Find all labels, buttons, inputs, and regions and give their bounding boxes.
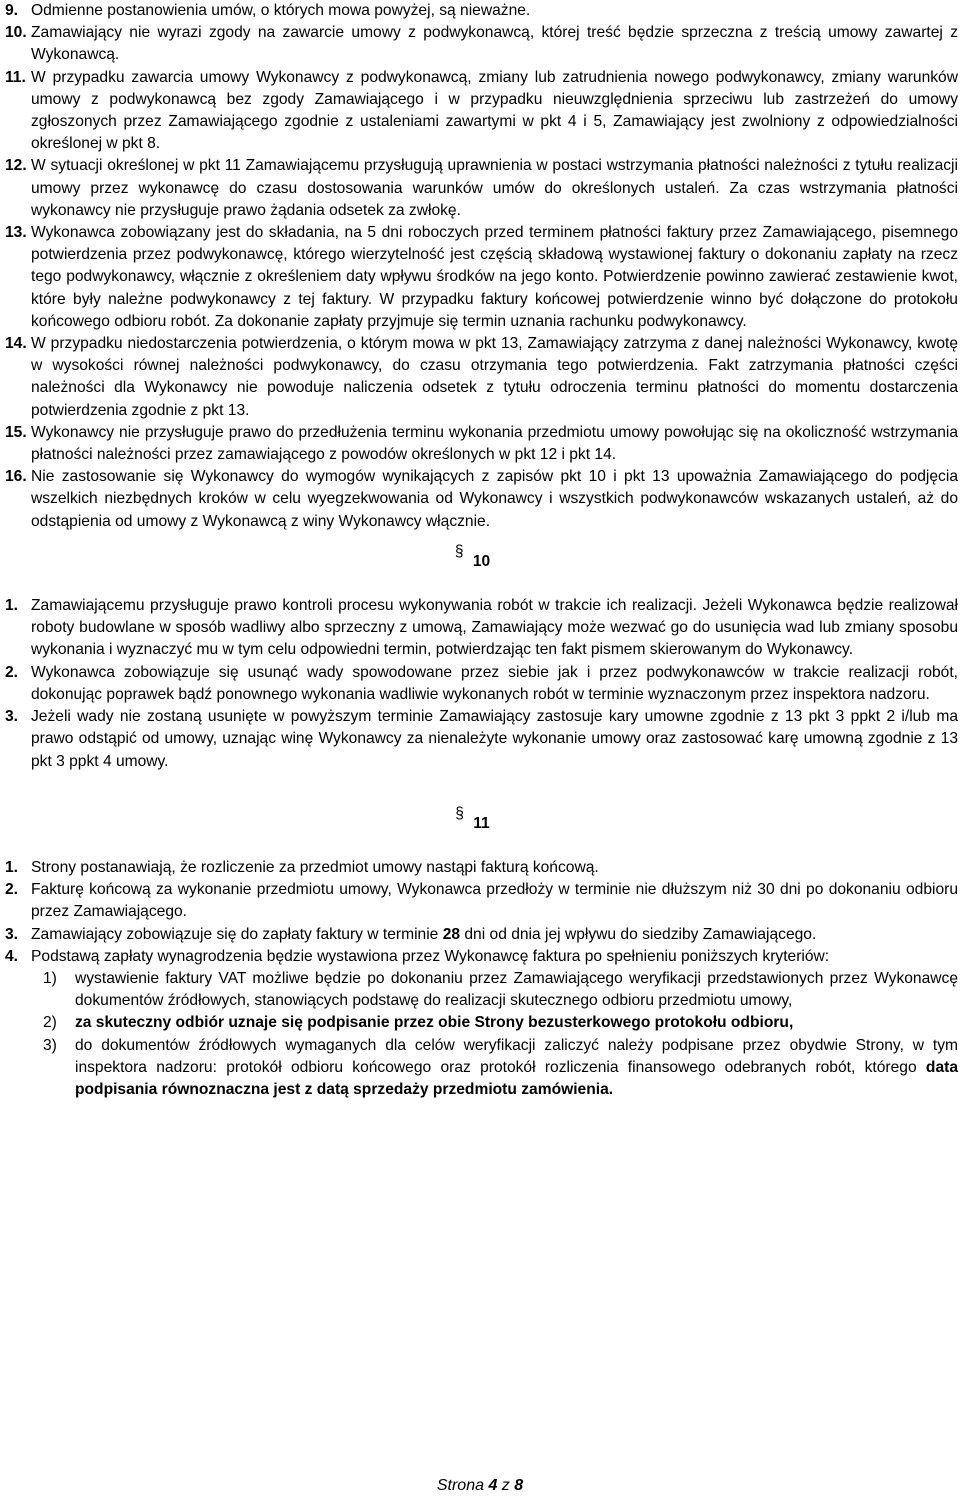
document-content (5, 0, 958, 1101)
sub-item-text-part: do dokumentów źródłowych wymaganych dla celów weryfikacji zaliczyć należy podpisane przez obydwie Strony, w tym inspektora nadzoru: protokół odbioru końcowego oraz protokół rozliczenia finansowego odebranych robót, którego (75, 1036, 958, 1076)
total-page-count: 8 (514, 1477, 524, 1494)
item-number: 1. (5, 597, 19, 615)
item-number: 11. (5, 68, 26, 86)
sub-item-text: wystawienie faktury VAT możliwe będzie po dokonaniu przez Zamawiającego weryfikacji przedstawionych przez Wykonawcę dokumentów źródłowych, stanowiących podstawę do realizacji skutecznego odbioru przedmiotu umowy, (75, 969, 958, 1010)
item-text: Nie zastosowanie się Wykonawcy do wymogów wynikających z zapisów pkt 10 i pkt 13 upoważnia Zamawiającego do podjęcia wszelkich niezbędnych kroków w celu wyegzekwowania od Wykonawcy i wszystkich podwykonawców wskazanych ustaleń, aż do odstąpienia od umowy z Wykonawcą z winy Wykonawcy włącznie. (31, 468, 958, 530)
item-number: 1. (5, 858, 19, 876)
sub-item-text-bold: data podpisania równoznaczna jest z datą sprzedaży przedmiotu zamówienia. (75, 1058, 958, 1098)
list-item (5, 466, 958, 533)
list-item (5, 924, 958, 946)
sub-item-number: 1) (43, 969, 57, 987)
list-item (5, 0, 958, 22)
payment-days: 28 (442, 925, 461, 943)
item-text: Fakturę końcową za wykonanie przedmiotu umowy, Wykonawca przedłoży w terminie nie dłuższym niż 30 dni po dokonaniu odbioru przez Zamawiającego. (31, 881, 958, 921)
item-text: Zamawiający nie wyrazi zgody na zawarcie umowy z podwykonawcą, której treść będzie sprzeczna z treścią umowy zawartej z Wykonawcą. (31, 24, 958, 64)
section-heading-10 (5, 542, 958, 573)
page-footer (0, 1475, 960, 1497)
item-number: 10. (5, 24, 27, 42)
item-text: W sytuacji określonej w pkt 11 Zamawiającemu przysługują uprawnienia w postaci wstrzymania płatności należności z tytułu realizacji umowy przez wykonawcę do czasu dostosowania warunków umów do określonych ustaleń. Za czas wstrzymania płatności wykonawcy nie przysługuje prawo żądania odsetek za zwłokę. (31, 157, 958, 219)
sub-list-item (5, 1012, 958, 1034)
item-number: 4. (5, 947, 19, 965)
section-number: 11 (473, 814, 490, 832)
list-item (5, 706, 958, 773)
sub-item-number: 3) (43, 1036, 57, 1054)
list-item (5, 857, 958, 879)
item-text: Jeżeli wady nie zostaną usunięte w powyższym terminie Zamawiający zastosuje kary umowne zgodnie z 13 pkt 3 ppkt 2 i/lub ma prawo odstąpić od umowy, uznając winę Wykonawcy za nienależyte wykonanie umowy oraz zastosować karę umowną zgodnie z 13 pkt 3 ppkt 4 umowy. (31, 708, 958, 770)
item-number: 2. (5, 663, 19, 681)
section-heading-11 (5, 804, 958, 835)
list-item (5, 422, 958, 466)
item-number: 13. (5, 224, 27, 242)
list-item (5, 155, 958, 222)
item-text: Wykonawca zobowiązuje się usunąć wady spowodowane przez siebie jak i przez podwykonawców w trakcie realizacji robót, dokonując poprawek bądź ponownego wykonania wadliwie wykonanych robót w terminie wyznaczonym przez inspektora nadzoru. (31, 663, 958, 703)
item-number: 3. (5, 925, 19, 943)
item-text: Wykonawcy nie przysługuje prawo do przedłużenia terminu wykonania przedmiotu umowy powołując się na okoliczność wstrzymania płatności należności przez zamawiającego z powodów określonych w pkt 12 i pkt 14. (31, 423, 958, 464)
sub-list-item (5, 1035, 958, 1102)
list-item (5, 662, 958, 706)
item-text-part: Zamawiający zobowiązuje się do zapłaty faktury w terminie (31, 925, 443, 943)
sub-list-item (5, 968, 958, 1012)
item-text (31, 924, 958, 946)
sub-item-text (75, 1037, 958, 1098)
list-item (5, 222, 958, 333)
footer-middle: z (497, 1477, 515, 1494)
list-item (5, 22, 958, 66)
item-number: 12. (5, 157, 27, 175)
item-text: W przypadku niedostarczenia potwierdzenia, o którym mowa w pkt 13, Zamawiający zatrzyma z danej należności Wykonawcy, kwotę w wysokości równej należności podwykonawcy, do czasu otrzymania tego potwierdzenia. Fakt zatrzymania płatności części należności dla Wykonawcy nie powoduje naliczenia odsetek z tytułu odroczenia terminu płatności do momentu dostarczenia potwierdzenia zgodnie z pkt 13. (31, 335, 958, 419)
paragraph-sign: § (455, 804, 464, 822)
list-item (5, 879, 958, 923)
current-page-number: 4 (488, 1477, 498, 1494)
item-number: 9. (5, 2, 19, 19)
list-item (5, 946, 958, 968)
list-item (5, 333, 958, 422)
footer-prefix: Strona (436, 1477, 489, 1494)
item-number: 14. (5, 335, 27, 353)
item-number: 2. (5, 881, 19, 899)
list-item (5, 67, 958, 156)
item-text: Podstawą zapłaty wynagrodzenia będzie wystawiona przez Wykonawcę faktura po spełnieniu poniższych kryteriów: (31, 947, 830, 965)
sub-item-text: za skuteczny odbiór uznaje się podpisanie przez obie Strony bezusterkowego protokołu odbioru, (75, 1014, 794, 1032)
item-number: 16. (5, 468, 27, 486)
item-text: Strony postanawiają, że rozliczenie za przedmiot umowy nastąpi fakturą końcową. (31, 858, 599, 876)
sub-item-number: 2) (43, 1014, 57, 1032)
item-text: Wykonawca zobowiązany jest do składania, na 5 dni roboczych przed terminem płatności faktury przez Zamawiającego, pisemnego potwierdzenia przez podwykonawcę, którego wierzytelność jest częścią składową wystawionej faktury o dokonaniu zapłaty na rzecz tego podwykonawcy, włącznie z określeniem daty wpływu środków na jego konto. Potwierdzenie powinno zawierać zestawienie kwot, które były należne podwykonawcy z tej faktury. W przypadku faktury końcowej potwierdzenie winno być dołączone do protokołu końcowego odbioru robót. Za dokonanie zapłaty przyjmuje się termin uznania rachunku podwykonawcy. (31, 224, 958, 330)
section-number: 10 (472, 552, 491, 570)
item-text: Zamawiającemu przysługuje prawo kontroli procesu wykonywania robót w trakcie ich realizacji. Jeżeli Wykonawca będzie realizował roboty budowlane w sposób wadliwy albo sprzeczny z umową, Zamawiający może wezwać go do usunięcia wad lub zmiany sposobu wykonania i wyznaczyć mu w tym celu odpowiedni termin, potwierdzając ten fakt pismem skierowanym do Wykonawcy. (31, 597, 958, 659)
item-text: Odmienne postanowienia umów, o których mowa powyżej, są nieważne. (31, 2, 531, 19)
list-item (5, 595, 958, 662)
paragraph-sign: § (454, 542, 464, 560)
item-text-part: dni od dnia jej wpływu do siedziby Zamawiającego. (460, 925, 817, 943)
item-number: 3. (5, 708, 19, 726)
item-text: W przypadku zawarcia umowy Wykonawcy z podwykonawcą, zmiany lub zatrudnienia nowego podwykonawcy, zmiany warunków umowy z podwykonawcą bez zgody Zamawiającego i w przypadku nieuwzględnienia sprzeciwu lub zastrzeżeń do umowy zgłoszonych przez Zamawiającego zgodnie z ustaleniami zawartymi w pkt 4 i 5, Zamawiający jest zwolniony z odpowiedzialności określonej w pkt 8. (31, 68, 958, 153)
item-number: 15. (5, 423, 27, 441)
